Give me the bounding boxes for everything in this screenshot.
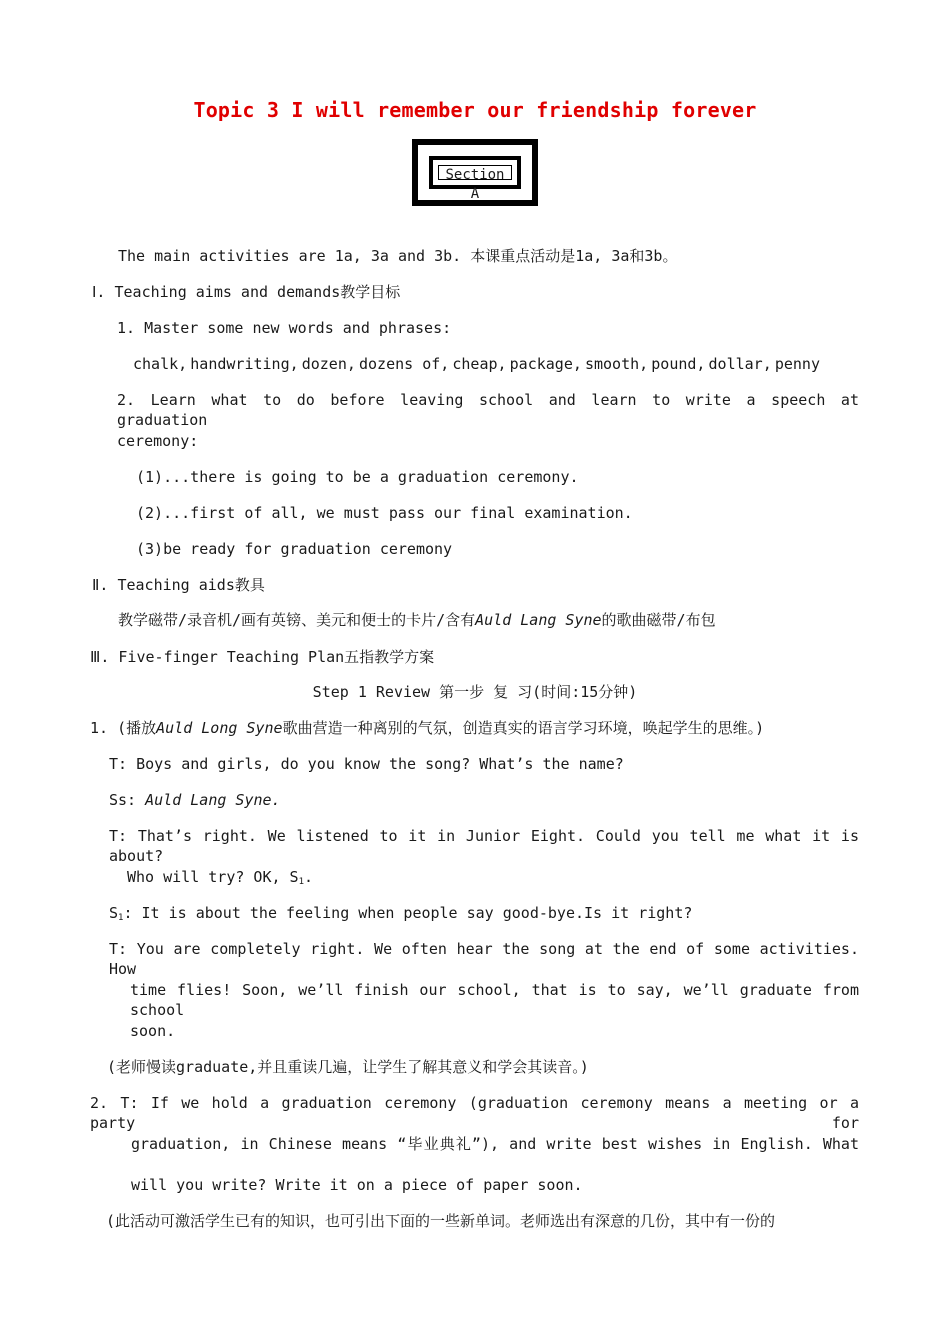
vocabulary-word: dollar, xyxy=(708,355,772,373)
dialog-line: T: That’s right. We listened to it in Junior Eight. Could you tell me what it is about? xyxy=(109,827,859,865)
vocabulary-word: dozens of, xyxy=(358,355,450,373)
activity-2-line-cont: will you write? Write it on a piece of paper soon. xyxy=(131,1176,583,1194)
dialog-line-cont: time flies! Soon, we’ll finish our school, that is to say, we’ll graduate from school xyxy=(130,981,859,1019)
vocabulary-word: pound, xyxy=(651,355,706,373)
dialog-line-cont: soon. xyxy=(130,1022,176,1040)
aim-item-2-cont: ceremony: xyxy=(117,432,199,450)
section-label: Section A xyxy=(438,165,512,180)
vocabulary-word: smooth, xyxy=(584,355,649,373)
vocabulary-word: cheap, xyxy=(452,355,507,373)
page-title: Topic 3 I will remember our friendship forever xyxy=(193,98,757,122)
dialog-line: T: Boys and girls, do you know the song? What’s the name? xyxy=(109,755,624,773)
intro-text: The main activities are 1a, 3a and 3b. 本课重点活动是1a, 3a和3b。 xyxy=(118,247,678,265)
vocabulary-list xyxy=(133,354,820,374)
activity-2-line: 2. T: If we hold a graduation ceremony (graduation ceremony means a meeting or a party for xyxy=(90,1094,859,1132)
activity-1-note: 1. (播放Auld Long Syne歌曲营造一种离别的气氛，创造真实的语言学习环境，唤起学生的思维。) xyxy=(90,719,765,737)
vocabulary-word: package, xyxy=(509,355,582,373)
dialog-line: Ss: Auld Lang Syne. xyxy=(109,791,281,809)
teacher-note: (此活动可激活学生已有的知识，也可引出下面的一些新单词。老师选出有深意的几份，其中有一份的 xyxy=(106,1212,776,1230)
sub-point-1: (1)...there is going to be a graduation ceremony. xyxy=(136,468,579,486)
heading-teaching-aims: Ⅰ. Teaching aims and demands教学目标 xyxy=(92,283,401,301)
song-title: Auld Lang Syne. xyxy=(145,791,281,809)
dialog-line: T: You are completely right. We often hear the song at the end of some activities. How xyxy=(109,940,859,978)
song-title: Auld Long Syne xyxy=(156,719,283,737)
dialog-line-cont: Who will try? OK, $S_1$. xyxy=(127,868,314,887)
heading-teaching-aids: Ⅱ. Teaching aids教具 xyxy=(92,576,265,594)
vocabulary-word: chalk, xyxy=(133,355,188,373)
step-1-heading: Step 1 Review 第一步 复 习(时间:15分钟) xyxy=(312,683,638,701)
aim-item-2: 2. Learn what to do before leaving school and learn to write a speech at graduation xyxy=(117,391,859,429)
vocabulary-word: handwriting, xyxy=(190,355,299,373)
teaching-aids-list: 教学磁带/录音机/画有英镑、美元和便士的卡片/含有Auld Lang Syne的歌曲磁带/布包 xyxy=(118,611,716,629)
section-frame xyxy=(412,139,538,206)
song-title: Auld Lang Syne xyxy=(475,611,602,629)
vocabulary-word: penny xyxy=(774,355,820,373)
dialog-line: $S_1$: It is about the feeling when people say good-bye.Is it right? xyxy=(109,904,693,923)
sub-point-3: (3)be ready for graduation ceremony xyxy=(136,540,453,558)
heading-teaching-plan: Ⅲ. Five-finger Teaching Plan五指教学方案 xyxy=(90,648,435,666)
activity-2-line-cont: graduation, in Chinese means “毕业典礼”), and write best wishes in English. What xyxy=(131,1135,859,1153)
sub-point-2: (2)...first of all, we must pass our final examination. xyxy=(136,504,633,522)
aim-item-1: 1. Master some new words and phrases: xyxy=(117,319,452,337)
vocabulary-word: dozen, xyxy=(301,355,356,373)
teacher-note: (老师慢读graduate,并且重读几遍，让学生了解其意义和学会其读音。) xyxy=(107,1058,589,1076)
